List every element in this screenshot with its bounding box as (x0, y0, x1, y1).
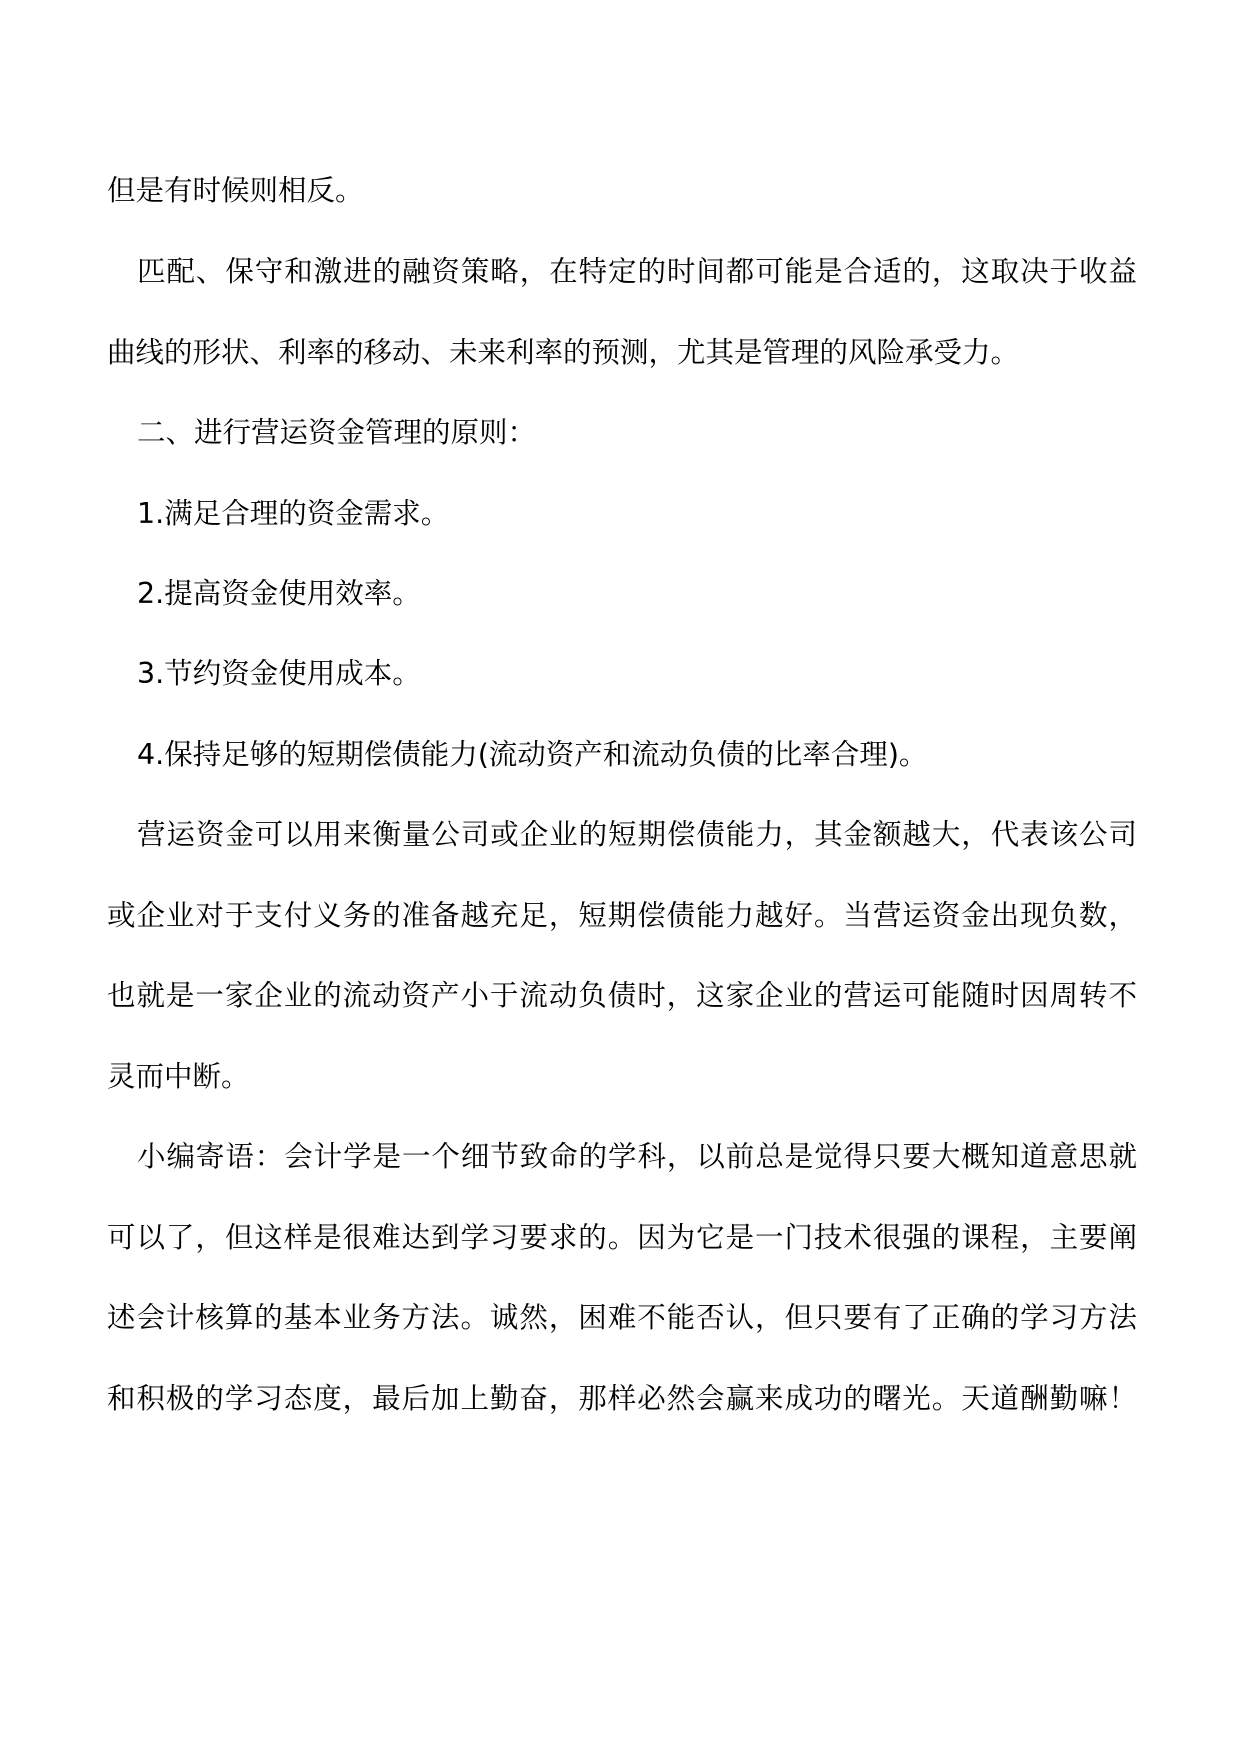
paragraph-line: 灵而中断。 (107, 1060, 250, 1093)
text-line: 但是有时候则相反。 (107, 174, 364, 207)
paragraph-line: 也就是一家企业的流动资产小于流动负债时，这家企业的营运可能随时因周转不 (107, 979, 1137, 1012)
paragraph-line: 曲线的形状、利率的移动、未来利率的预测，尤其是管理的风险承受力。 (107, 336, 1020, 369)
paragraph-line: 小编寄语：会计学是一个细节致命的学科，以前总是觉得只要大概知道意思就 (137, 1140, 1137, 1173)
paragraph-line: 可以了，但这样是很难达到学习要求的。因为它是一门技术很强的课程，主要阐 (107, 1221, 1137, 1254)
list-item: 2.提高资金使用效率。 (137, 577, 421, 610)
paragraph-line: 和积极的学习态度，最后加上勤奋，那样必然会赢来成功的曙光。天道酬勤嘛！ (107, 1382, 1137, 1415)
section-heading: 二、进行营运资金管理的原则： (137, 416, 537, 449)
paragraph-line: 或企业对于支付义务的准备越充足，短期偿债能力越好。当营运资金出现负数， (107, 899, 1137, 932)
paragraph-line: 匹配、保守和激进的融资策略，在特定的时间都可能是合适的，这取决于收益 (137, 255, 1137, 288)
list-item: 1.满足合理的资金需求。 (137, 497, 450, 530)
paragraph-line: 述会计核算的基本业务方法。诚然，困难不能否认，但只要有了正确的学习方法 (107, 1301, 1137, 1334)
paragraph-line: 营运资金可以用来衡量公司或企业的短期偿债能力，其金额越大，代表该公司 (137, 818, 1137, 851)
list-item: 3.节约资金使用成本。 (137, 657, 421, 690)
list-item: 4.保持足够的短期偿债能力(流动资产和流动负债的比率合理)。 (137, 738, 928, 771)
